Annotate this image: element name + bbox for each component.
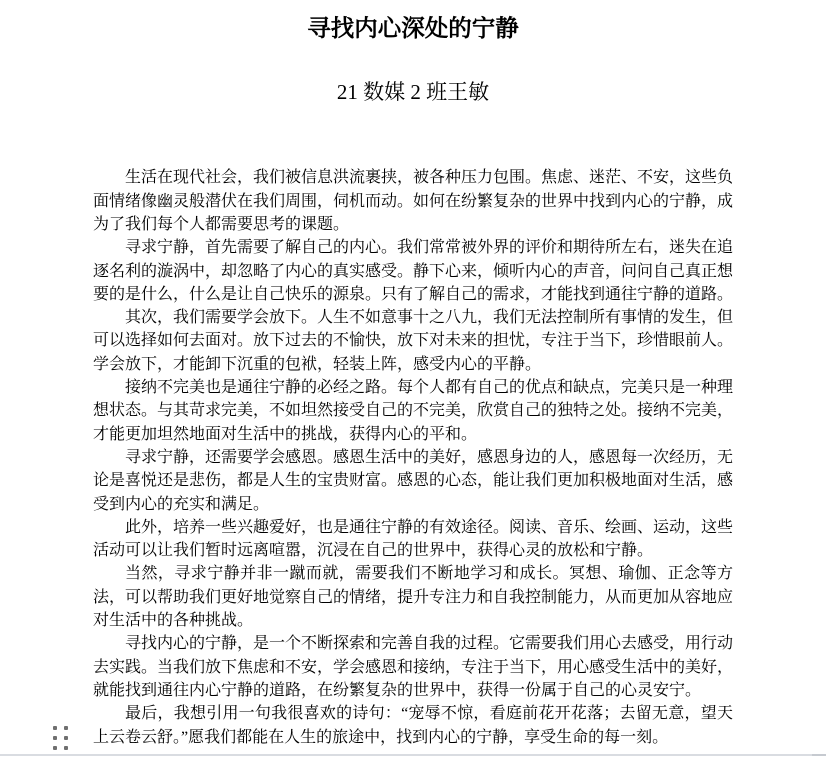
drag-handle-dot — [53, 746, 57, 750]
drag-handle-dot — [64, 746, 68, 750]
drag-handle-icon[interactable] — [53, 726, 68, 750]
paragraph-9: 最后，我想引用一句我很喜欢的诗句：“宠辱不惊，看庭前花开花落；去留无意，望天上云卷云舒。”愿我们都能在人生的旅途中，找到内心的宁静，享受生命的每一刻。 — [93, 705, 733, 746]
drag-handle-dot — [64, 736, 68, 740]
paragraph-3: 其次，我们需要学会放下。人生不如意事十之八九，我们无法控制所有事情的发生，但可以选择如何去面对。放下过去的不愉快，放下对未来的担忧，专注于当下，珍惜眼前人。学会放下，才能卸下沉重的包袱，轻装上阵，感受内心的平静。 — [93, 309, 734, 373]
drag-handle-dot — [53, 736, 57, 740]
paragraph-8: 寻找内心的宁静，是一个不断探索和完善自我的过程。它需要我们用心去感受，用行动去实践。当我们放下焦虑和不安，学会感恩和接纳，专注于当下，用心感受生活中的美好，就能找到通往内心宁静的道路，在纷繁复杂的世界中，获得一份属于自己的心灵安宁。 — [93, 635, 734, 699]
paragraph-1: 生活在现代社会，我们被信息洪流裹挟，被各种压力包围。焦虑、迷茫、不安，这些负面情绪像幽灵般潜伏在我们周围，伺机而动。如何在纷繁复杂的世界中找到内心的宁静，成为了我们每个人都需要思考的课题。 — [93, 169, 734, 233]
window-bottom-divider-cap — [812, 754, 826, 756]
paragraph-4: 接纳不完美也是通往宁静的必经之路。每个人都有自己的优点和缺点，完美只是一种理想状态。与其苛求完美，不如坦然接受自己的不完美，欣赏自己的独特之处。接纳不完美，才能更加坦然地面对生活中的挑战，获得内心的平和。 — [93, 379, 734, 443]
drag-handle-dot — [64, 726, 68, 730]
document-title: 寻找内心深处的宁静 — [307, 15, 519, 41]
drag-handle-dot — [53, 726, 57, 730]
window-bottom-divider — [0, 754, 826, 756]
paragraph-7: 当然，寻求宁静并非一蹴而就，需要我们不断地学习和成长。冥想、瑜伽、正念等方法，可以帮助我们更好地觉察自己的情绪，提升专注力和自我控制能力，从而更加从容地应对生活中的各种挑战。 — [93, 565, 734, 630]
paragraph-5: 寻求宁静，还需要学会感恩。感恩生活中的美好，感恩身边的人，感恩每一次经历，无论是喜悦还是悲伤，都是人生的宝贵财富。感恩的心态，能让我们更加积极地面对生活，感受到内心的充实和满足。 — [93, 448, 734, 513]
document-body — [93, 166, 733, 748]
paragraph-6: 此外，培养一些兴趣爱好，也是通往宁静的有效途径。阅读、音乐、绘画、运动，这些活动可以让我们暂时远离喧嚣，沉浸在自己的世界中，获得心灵的放松和宁静。 — [93, 518, 734, 560]
paragraph-2: 寻求宁静，首先需要了解自己的内心。我们常常被外界的评价和期待所左右，迷失在追逐名利的漩涡中，却忽略了内心的真实感受。静下心来，倾听内心的声音，问问自己真正想要的是什么，什么是让自己快乐的源泉。只有了解自己的需求，才能找到通往宁静的道路。 — [93, 239, 734, 303]
document-author-line: 21 数媒 2 班王敏 — [336, 80, 490, 105]
